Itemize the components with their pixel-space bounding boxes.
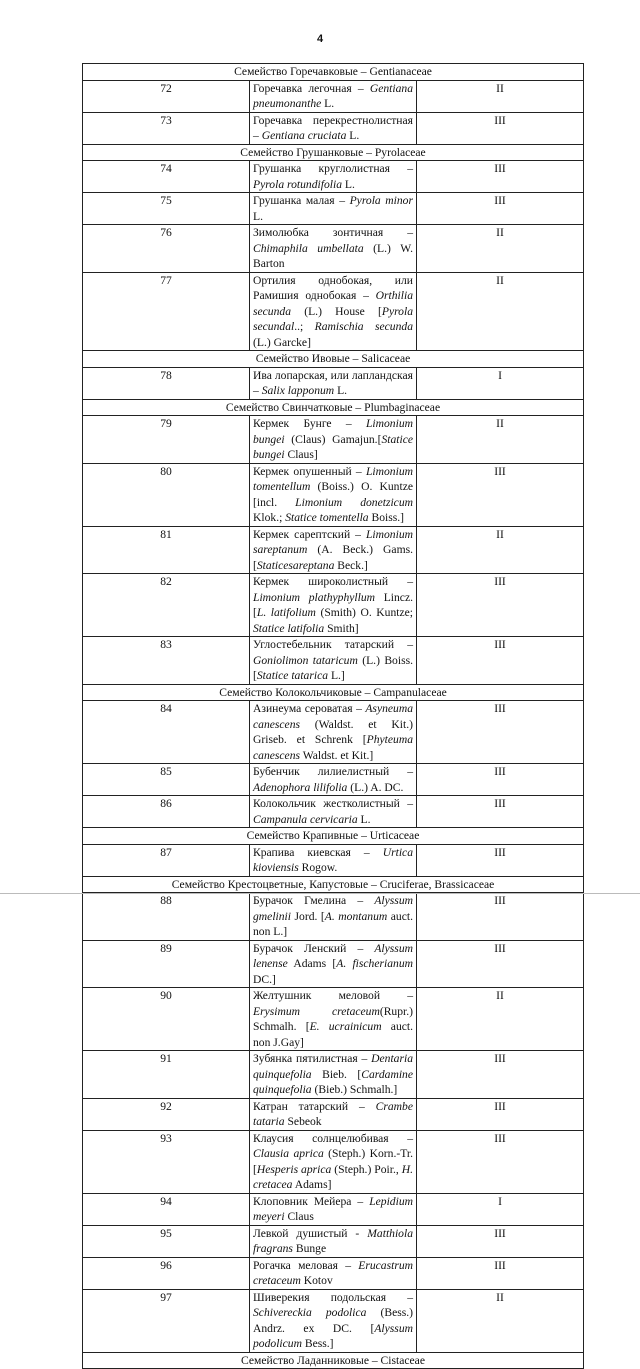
name-text: ..; (294, 320, 315, 333)
name-text: Lincz. [ (253, 590, 413, 619)
name-text: Bess.] (301, 1337, 334, 1350)
name-text: L. (253, 209, 263, 223)
family-name: Семейство Колокольчиковые – Campanulaceae (83, 684, 584, 701)
latin-name-text: Clausia aprica (253, 1147, 324, 1160)
latin-name-text: Alyssum lenense (253, 941, 413, 970)
table-row (83, 844, 584, 876)
species-name (250, 1257, 417, 1289)
rarity-category: II (417, 80, 584, 112)
rarity-category: III (417, 574, 584, 637)
name-text: L. (334, 384, 348, 397)
family-name: Семейство Ладанниковые – Cistaceae (83, 1352, 584, 1369)
species-name (250, 1193, 417, 1225)
species-number: 76 (83, 225, 250, 273)
species-name (250, 112, 417, 144)
table-row (83, 1130, 584, 1193)
name-text: L. (357, 812, 371, 826)
species-number: 79 (83, 416, 250, 464)
species-name (250, 764, 417, 796)
table-row (83, 893, 584, 941)
name-text: (Waldst. et Kit.) Griseb. et Schrenk [ (253, 717, 413, 746)
name-text: Ортилия однобокая, или Рамишия однобокая – (253, 273, 413, 302)
species-name (250, 272, 417, 351)
latin-name-text: Chimaphila umbellata (253, 241, 364, 255)
name-text: Rogow. (298, 861, 338, 874)
name-text: Klok.; (253, 511, 286, 524)
name-text: Adams] (292, 1178, 332, 1191)
name-text: Кермек сарептский – (253, 527, 366, 541)
latin-name-text: Erysimum cretaceum (253, 1004, 380, 1018)
species-number: 89 (83, 940, 250, 988)
latin-name-text: Statice tatarica (256, 669, 329, 682)
rarity-category: III (417, 764, 584, 796)
table-row (83, 637, 584, 685)
name-text: Левкой душистый - (253, 1226, 368, 1240)
family-header-row (83, 684, 584, 701)
table-row (83, 1289, 584, 1352)
species-name (250, 701, 417, 764)
latin-name-text: Matthiola fragrans (253, 1226, 413, 1255)
name-text: Кермек Бунге – (253, 417, 366, 430)
species-name (250, 988, 417, 1051)
name-text: Углостебельник татарский – (253, 638, 413, 651)
rarity-category: III (417, 1257, 584, 1289)
name-text: Smith] (324, 621, 359, 635)
rarity-category: II (417, 416, 584, 464)
rarity-category: III (417, 161, 584, 193)
family-header-row (83, 351, 584, 368)
name-text: (L.) Garcke] (253, 335, 311, 349)
table-row (83, 1193, 584, 1225)
name-text: (L.) House [ (291, 304, 382, 318)
latin-name-text: Alyssum gmelinii (253, 894, 413, 923)
rarity-category: III (417, 796, 584, 828)
name-text: Beck.] (334, 558, 368, 572)
rarity-category: III (417, 1225, 584, 1257)
name-text: Зубянка пятилистная – (253, 1052, 372, 1065)
name-text: Желтушник меловой – (253, 989, 413, 1002)
latin-name-text: Cardamine quinquefolia (253, 1067, 413, 1096)
name-text: L. (321, 97, 335, 110)
name-text: auct. non L.] (253, 909, 413, 938)
name-text: (Bess.) Andrz. ex DC. [ (253, 1306, 413, 1335)
rarity-category: III (417, 1051, 584, 1099)
name-text: L. (346, 129, 360, 142)
species-number: 91 (83, 1051, 250, 1099)
species-number: 88 (83, 893, 250, 941)
name-text: Горечавка перекрестнолистная – (253, 113, 413, 142)
latin-name-text: Pyrola rotundifolia (253, 177, 342, 191)
name-text: (L.) A. DC. (347, 780, 404, 794)
name-text: L. (342, 177, 355, 191)
name-text: Claus (284, 1210, 314, 1223)
species-number: 93 (83, 1130, 250, 1193)
table-body (83, 64, 584, 1369)
name-text: (Claus) Gamajun.[ (284, 432, 382, 446)
family-header-row (83, 828, 584, 845)
species-number: 85 (83, 764, 250, 796)
species-name (250, 1289, 417, 1352)
species-number: 95 (83, 1225, 250, 1257)
species-number: 74 (83, 161, 250, 193)
rarity-category: III (417, 844, 584, 876)
family-header-row (83, 399, 584, 416)
rarity-category: III (417, 940, 584, 988)
latin-name-text: Campanula cervicaria (253, 812, 358, 826)
species-number: 82 (83, 574, 250, 637)
table-row (83, 1257, 584, 1289)
table-row (83, 988, 584, 1051)
name-text: auct. non J.Gay] (253, 1020, 414, 1049)
latin-name-text: Hesperis aprica (256, 1162, 332, 1176)
family-name: Семейство Крапивные – Urticaceae (83, 828, 584, 845)
species-name (250, 637, 417, 685)
name-text: (L.) Boiss. [ (253, 653, 413, 682)
name-text: Bunge (292, 1242, 327, 1255)
latin-name-text: Erucastrum cretaceum (253, 1258, 413, 1287)
table-row (83, 940, 584, 988)
species-name (250, 193, 417, 225)
latin-name-text: Salix lapponum (261, 384, 335, 397)
name-text: Кермек опушенный – (253, 464, 366, 478)
name-text: Грушанка круглолистная – (253, 162, 413, 175)
name-text: Bieb. [ (311, 1067, 362, 1081)
latin-name-text: H. cretacea (253, 1162, 413, 1191)
name-text: (Steph.) Poir., (331, 1162, 402, 1176)
species-number: 90 (83, 988, 250, 1051)
name-text: Азинеума сероватая – (253, 702, 366, 715)
species-number: 92 (83, 1098, 250, 1130)
latin-name-text: Orthilia secunda (253, 289, 413, 318)
name-text: (L.) W. Barton (253, 241, 413, 270)
name-text: Шиверекия подольская – (253, 1290, 413, 1304)
rarity-category: I (417, 1193, 584, 1225)
species-name (250, 893, 417, 941)
latin-name-text: Phyteuma canescens (253, 733, 413, 762)
latin-name-text: Lepidium meyeri (253, 1194, 413, 1223)
latin-name-text: Crambe tataria (253, 1099, 413, 1128)
rarity-category: III (417, 701, 584, 764)
name-text: Claus] (284, 448, 318, 461)
species-name (250, 463, 417, 526)
latin-name-text: Goniolimon tataricum (253, 653, 358, 667)
table-row (83, 1225, 584, 1257)
name-text: Крапива киевская – (253, 845, 383, 859)
table-row (83, 1098, 584, 1130)
name-text: Бурачок Гмелина – (253, 894, 375, 907)
species-number: 87 (83, 844, 250, 876)
name-text: Горечавка легочная – (253, 81, 370, 95)
rarity-category: III (417, 1130, 584, 1193)
species-number: 73 (83, 112, 250, 144)
rarity-category: III (417, 637, 584, 685)
name-text: Клоповник Мейера – (253, 1194, 370, 1208)
rarity-category: II (417, 988, 584, 1051)
latin-name-text: L. latifolium (256, 606, 316, 619)
family-name: Семейство Горечавковые – Gentianaceae (83, 64, 584, 81)
name-text: (Rupr.) Schmalh. [ (253, 1004, 413, 1033)
family-header-row (83, 876, 584, 893)
species-name (250, 844, 417, 876)
rarity-category: III (417, 112, 584, 144)
table-row (83, 764, 584, 796)
species-number: 94 (83, 1193, 250, 1225)
name-text: (A. Beck.) Gams.[ (253, 543, 413, 572)
rarity-category: III (417, 193, 584, 225)
latin-name-text: Statice bungei (253, 432, 413, 461)
name-text: Колокольчик жестколистный – (253, 797, 413, 810)
name-text: Кермек широколистный – (253, 575, 413, 588)
species-name (250, 80, 417, 112)
page-bottom-divider (0, 893, 640, 894)
rarity-category: I (417, 367, 584, 399)
latin-name-text: Asyneuma canescens (253, 702, 413, 731)
name-text: (Boiss.) O. Kuntze [incl. (253, 480, 413, 509)
table-row (83, 574, 584, 637)
family-name: Семейство Грушанковые – Pyrolaceae (83, 144, 584, 161)
table-row (83, 416, 584, 464)
species-name (250, 225, 417, 273)
latin-name-text: Statice latifolia (253, 621, 325, 635)
family-name: Семейство Ивовые – Salicaceae (83, 351, 584, 368)
name-text: Boiss.] (368, 511, 405, 524)
latin-name-text: Limonium tomentellum (253, 464, 413, 493)
name-text: Рогачка меловая – (253, 1258, 359, 1272)
species-name (250, 1225, 417, 1257)
species-name (250, 1051, 417, 1099)
rarity-category: III (417, 893, 584, 941)
species-name (250, 416, 417, 464)
rarity-category: II (417, 526, 584, 574)
name-text: L.] (328, 669, 345, 682)
name-text: Adams [ (287, 957, 337, 970)
species-name (250, 574, 417, 637)
species-name (250, 161, 417, 193)
latin-name-text: A. montanum (324, 909, 388, 923)
name-text: Грушанка малая – (253, 194, 350, 207)
latin-name-text: Urtica kioviensis (253, 845, 413, 874)
latin-name-text: Gentiana cruciata (261, 129, 347, 142)
table-row (83, 193, 584, 225)
species-name (250, 796, 417, 828)
species-name (250, 1098, 417, 1130)
table-row (83, 112, 584, 144)
latin-name-text: Statice tomentella (285, 511, 369, 524)
name-text: Jord. [ (291, 909, 325, 923)
family-name: Семейство Свинчатковые – Plumbaginaceae (83, 399, 584, 416)
name-text: Kotov (300, 1274, 333, 1287)
latin-name-text: Limonium sareptanum (253, 527, 413, 556)
name-text: (Steph.) Korn.-Tr. [ (253, 1147, 413, 1176)
latin-name-text: Adenophora lilifolia (253, 780, 348, 794)
latin-name-text: E. ucrainicum (309, 1020, 382, 1033)
table-row (83, 796, 584, 828)
species-number: 77 (83, 272, 250, 351)
table-row (83, 225, 584, 273)
species-name (250, 1130, 417, 1193)
name-text: Бурачок Ленский – (253, 941, 375, 955)
species-number: 81 (83, 526, 250, 574)
rarity-category: II (417, 272, 584, 351)
latin-name-text: Pyrola secundal (253, 304, 413, 333)
rarity-category: III (417, 463, 584, 526)
species-number: 75 (83, 193, 250, 225)
latin-name-text: A. fischerianum (336, 957, 413, 970)
latin-name-text: Gentiana pneumonanthe (253, 81, 413, 110)
name-text: Ива лопарская, или лапландская – (253, 368, 413, 397)
species-number: 72 (83, 80, 250, 112)
name-text: Waldst. et Kit.] (300, 748, 374, 762)
name-text: Зимолюбка зонтичная – (253, 226, 413, 239)
species-number: 86 (83, 796, 250, 828)
species-number: 97 (83, 1289, 250, 1352)
latin-name-text: Schivereckia podolica (253, 1306, 367, 1319)
species-number: 78 (83, 367, 250, 399)
latin-name-text: Alyssum podolicum (253, 1321, 413, 1350)
family-name: Семейство Крестоцветные, Капустовые – Cruciferae, Brassicaceae (83, 876, 584, 893)
species-number: 96 (83, 1257, 250, 1289)
table-row (83, 701, 584, 764)
latin-name-text: Limonium bungei (253, 417, 413, 446)
rarity-category: III (417, 1098, 584, 1130)
name-text: (Smith) O. Kuntze; (315, 606, 413, 619)
latin-name-text: Limonium plathyphyllum (253, 590, 376, 604)
species-name (250, 940, 417, 988)
rarity-category: II (417, 1289, 584, 1352)
family-header-row (83, 1352, 584, 1369)
species-number: 84 (83, 701, 250, 764)
table-row (83, 80, 584, 112)
family-header-row (83, 144, 584, 161)
latin-name-text: Ramischia secunda (314, 320, 413, 333)
name-text: (Bieb.) Schmalh.] (311, 1083, 398, 1096)
table-row (83, 161, 584, 193)
species-number: 80 (83, 463, 250, 526)
rarity-category: II (417, 225, 584, 273)
page-number: 4 (316, 33, 324, 45)
latin-name-text: Staticesareptana (256, 558, 335, 572)
name-text: DC.] (253, 972, 276, 986)
species-number: 83 (83, 637, 250, 685)
table-row (83, 1051, 584, 1099)
latin-name-text: Dentaria quinquefolia (253, 1052, 413, 1081)
latin-name-text: Limonium donetzicum (295, 495, 413, 509)
name-text: Sebeok (284, 1115, 322, 1128)
name-text: Катран татарский – (253, 1099, 376, 1113)
table-row (83, 272, 584, 351)
species-table (82, 63, 584, 1369)
table-row (83, 463, 584, 526)
table-row (83, 526, 584, 574)
table-row (83, 367, 584, 399)
family-header-row (83, 64, 584, 81)
species-name (250, 526, 417, 574)
latin-name-text: Pyrola minor (349, 194, 413, 207)
name-text: Клаусия солнцелюбивая – (253, 1131, 413, 1145)
name-text: Бубенчик лилиелистный – (253, 765, 413, 778)
species-name (250, 367, 417, 399)
